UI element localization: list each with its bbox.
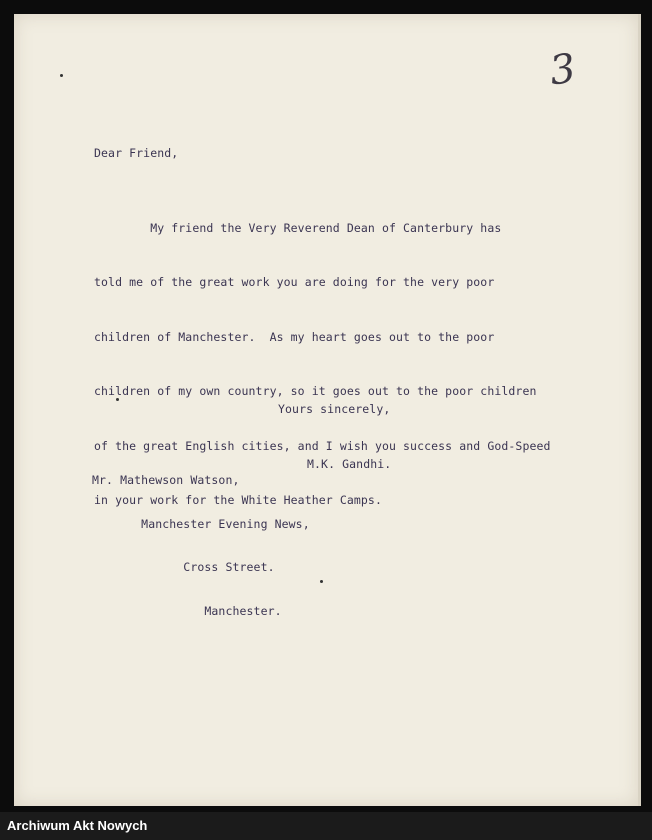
handwritten-page-number: 3 xyxy=(546,45,579,95)
body-line: My friend the Very Reverend Dean of Canterbury has xyxy=(94,221,502,235)
recipient-address xyxy=(92,445,310,633)
body-line: children of Manchester. As my heart goes out to the poor xyxy=(94,329,495,344)
body-line: in your work for the White Heather Camps. xyxy=(94,492,382,507)
address-line: Mr. Mathewson Watson, xyxy=(92,473,240,487)
paper-speck xyxy=(320,580,323,583)
body-line: of the great English cities, and I wish you success and God-Speed xyxy=(94,438,551,453)
closing-line: Yours sincerely, xyxy=(278,402,391,416)
address-line: Cross Street. xyxy=(92,560,275,574)
body-line: told me of the great work you are doing for the very poor xyxy=(94,275,495,290)
body-line: children of my own country, so it goes out to the poor children xyxy=(94,384,537,399)
salutation: Dear Friend, xyxy=(94,146,179,160)
address-line: Manchester Evening News, xyxy=(92,516,310,531)
archive-footer xyxy=(0,812,652,840)
address-line: Manchester. xyxy=(92,603,282,618)
archive-label: Archiwum Akt Nowych xyxy=(7,818,148,833)
signature: M.K. Gandhi. xyxy=(307,457,392,471)
paper-speck xyxy=(60,74,63,77)
